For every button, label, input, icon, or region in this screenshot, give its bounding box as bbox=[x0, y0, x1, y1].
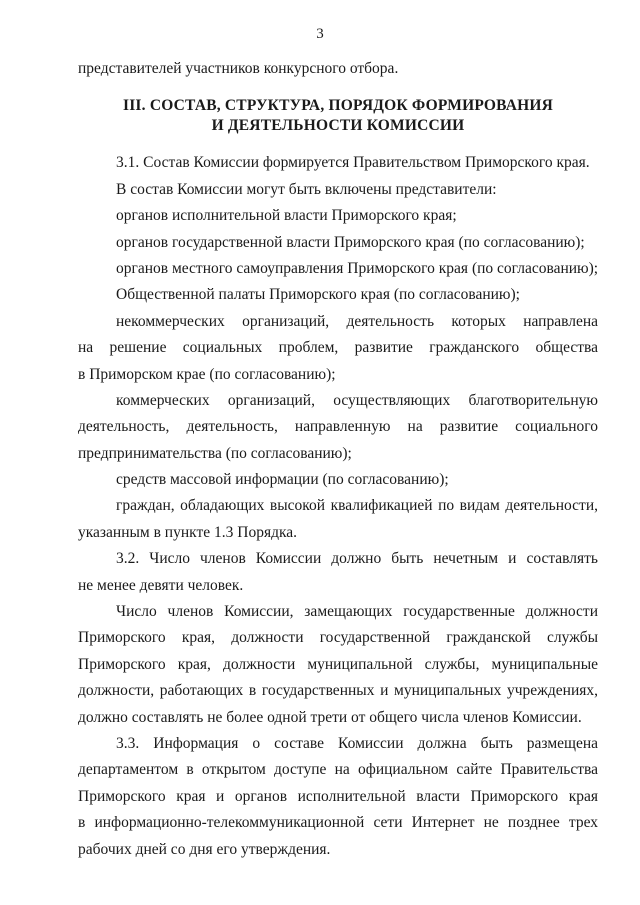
text-line: органов исполнительной власти Приморского края; bbox=[116, 207, 457, 225]
text-line: средств массовой информации (по согласованию); bbox=[116, 471, 449, 489]
text-line: 3.3. Информация о составе Комиссии должна быть размещена bbox=[116, 734, 598, 752]
text-line: должно составлять не более одной трети от общего числа членов Комиссии. bbox=[78, 708, 582, 726]
text-line: Общественной палаты Приморского края (по согласованию); bbox=[116, 286, 520, 304]
page-number: 3 bbox=[316, 26, 324, 42]
text-line: указанным в пункте 1.3 Порядка. bbox=[78, 523, 298, 541]
text-line: органов местного самоуправления Приморского края (по согласованию); bbox=[116, 259, 598, 277]
text-line: Приморского края, должности муниципальной службы, муниципальные bbox=[78, 655, 598, 673]
text-line: деятельность, деятельность, направленную на развитие социального bbox=[78, 418, 598, 436]
text-line: 3.1. Состав Комиссии формируется Правительством Приморского края. bbox=[116, 154, 590, 172]
section-heading bbox=[78, 96, 598, 136]
text-line: рабочих дней со дня его утверждения. bbox=[78, 840, 331, 858]
text-line: должности, работающих в государственных и муниципальных учреждениях, bbox=[78, 682, 598, 700]
text-line: некоммерческих организаций, деятельность которых направлена bbox=[116, 312, 598, 330]
text-line: Приморского края, должности государственной гражданской службы bbox=[78, 629, 598, 647]
text-line: коммерческих организаций, осуществляющих благотворительную bbox=[116, 391, 598, 409]
text-line: Число членов Комиссии, замещающих государственные должности bbox=[116, 603, 598, 621]
text-line: департаментом в открытом доступе на официальном сайте Правительства bbox=[78, 761, 598, 779]
text-line: в Приморском крае (по согласованию); bbox=[78, 365, 336, 383]
document-body bbox=[78, 56, 598, 863]
text-line: 3.2. Число членов Комиссии должно быть нечетным и составлять bbox=[116, 550, 598, 568]
text-line: органов государственной власти Приморского края (по согласованию); bbox=[116, 233, 585, 251]
text-line: на решение социальных проблем, развитие гражданского общества bbox=[78, 339, 598, 357]
section-heading-line-1: III. СОСТАВ, СТРУКТУРА, ПОРЯДОК ФОРМИРОВАНИЯ bbox=[122, 97, 554, 115]
text-line: Приморского края и органов исполнительной власти Приморского края bbox=[78, 787, 598, 805]
text-line: граждан, обладающих высокой квалификацией по видам деятельности, bbox=[116, 497, 598, 515]
text-line: В состав Комиссии могут быть включены представители: bbox=[116, 180, 497, 198]
text-line: в информационно-телекоммуникационной сети Интернет не позднее трех bbox=[78, 814, 598, 832]
text-line: предпринимательства (по согласованию); bbox=[78, 444, 352, 462]
text-line: не менее девяти человек. bbox=[78, 576, 244, 594]
section-text bbox=[78, 150, 598, 863]
intro-line: представителей участников конкурсного отбора. bbox=[78, 60, 399, 77]
section-heading-line-2: И ДЕЯТЕЛЬНОСТИ КОМИССИИ bbox=[211, 117, 465, 135]
